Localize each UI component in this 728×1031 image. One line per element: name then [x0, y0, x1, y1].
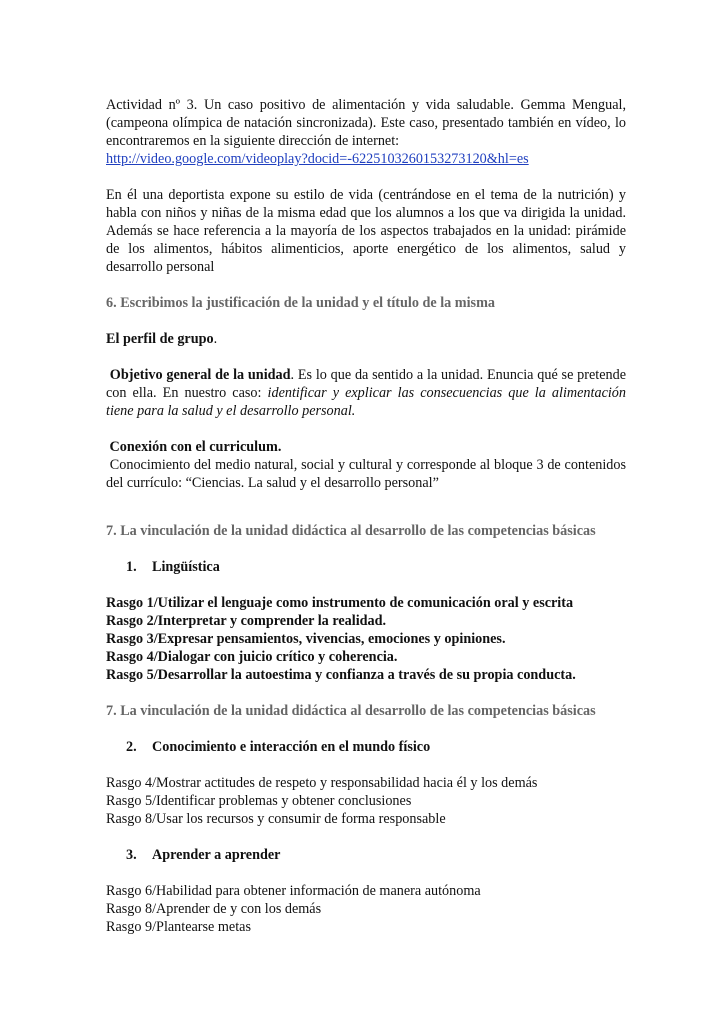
rasgos-list-conocimiento — [106, 774, 626, 828]
perfil-dot: . — [213, 331, 218, 347]
document-page — [106, 96, 626, 936]
rasgo-item: Rasgo 5/Desarrollar la autoestima y confianza a través de su propia conducta. — [106, 667, 576, 683]
competence-item-aprender — [106, 846, 626, 864]
perfil-label: El perfil de grupo — [106, 331, 214, 347]
item-number: 1. — [126, 559, 137, 575]
section7-heading-1: 7. La vinculación de la unidad didáctica al desarrollo de las competencias básicas — [106, 523, 596, 539]
rasgo-item: Rasgo 4/Dialogar con juicio crítico y coherencia. — [106, 649, 398, 665]
item-number: 3. — [126, 847, 137, 863]
item-label: Conocimiento e interacción en el mundo físico — [152, 739, 431, 755]
rasgo-item: Rasgo 6/Habilidad para obtener información de manera autónoma — [106, 883, 481, 899]
item-label: Lingüística — [152, 559, 220, 575]
objetivo-paragraph — [106, 366, 626, 420]
objetivo-text: . Es lo que da sentido a la unidad. Enuncia qué se pretende con ella. En nuestro caso: — [106, 367, 626, 401]
item-number: 2. — [126, 739, 137, 755]
rasgo-item: Rasgo 9/Plantearse metas — [106, 919, 251, 935]
conexion-paragraph — [106, 456, 626, 492]
intro-paragraph — [106, 96, 626, 168]
section6-heading: 6. Escribimos la justificación de la unidad y el título de la misma — [106, 295, 495, 311]
rasgo-item: Rasgo 3/Expresar pensamientos, vivencias, emociones y opiniones. — [106, 631, 506, 647]
rasgo-item: Rasgo 2/Interpretar y comprender la realidad. — [106, 613, 387, 629]
competence-item-linguistica — [106, 558, 626, 576]
video-link[interactable]: http://video.google.com/videoplay?docid=-6225103260153273120&hl=es — [106, 151, 529, 167]
section7-heading-2: 7. La vinculación de la unidad didáctica al desarrollo de las competencias básicas — [106, 703, 596, 719]
item-label: Aprender a aprender — [152, 847, 281, 863]
rasgos-list-aprender — [106, 882, 626, 936]
perfil-paragraph — [106, 330, 626, 348]
conexion-label: Conexión con el curriculum. — [109, 439, 282, 455]
objetivo-label: Objetivo general de la unidad — [109, 367, 291, 383]
competence-item-conocimiento — [106, 738, 626, 756]
rasgo-item: Rasgo 5/Identificar problemas y obtener conclusiones — [106, 793, 412, 809]
rasgo-item: Rasgo 1/Utilizar el lenguaje como instrumento de comunicación oral y escrita — [106, 595, 574, 611]
rasgo-item: Rasgo 8/Usar los recursos y consumir de forma responsable — [106, 811, 446, 827]
rasgo-item: Rasgo 4/Mostrar actitudes de respeto y responsabilidad hacia él y los demás — [106, 775, 538, 791]
rasgo-item: Rasgo 8/Aprender de y con los demás — [106, 901, 322, 917]
conexion-text: Conocimiento del medio natural, social y cultural y corresponde al bloque 3 de contenidos del currículo: “Ciencias. La salud y el desarrollo personal” — [106, 457, 626, 491]
description-paragraph: En él una deportista expone su estilo de vida (centrándose en el tema de la nutrición) y habla con niños y niñas de la misma edad que los alumnos a los que va dirigida la unidad. Además se hace referencia a la mayoría de los aspectos trabajados en la unidad: pirámide de los alimentos, hábitos alimenticios, aporte energético de los alimentos, salud y desarrollo personal — [106, 187, 626, 275]
rasgos-list-linguistica — [106, 594, 626, 684]
objetivo-italic: identificar y explicar las consecuencias que la alimentación tiene para la salud y el desarrollo personal. — [106, 385, 626, 419]
intro-text: Actividad nº 3. Un caso positivo de alimentación y vida saludable. Gemma Mengual, (campeona olímpica de natación sincronizada). Este caso, presentado también en vídeo, lo encontraremos en la siguiente dirección de internet: — [106, 97, 626, 149]
